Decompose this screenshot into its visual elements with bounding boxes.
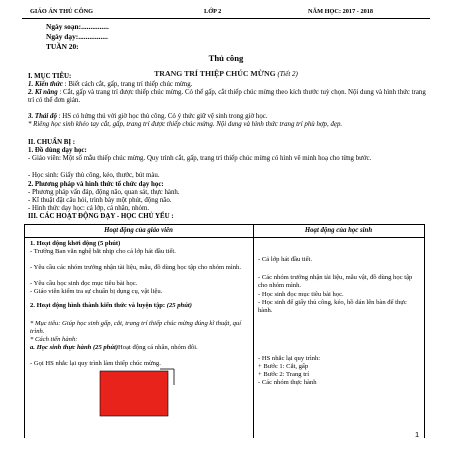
- activity-1-title: 1. Hoạt động khởi động (5 phút): [30, 240, 121, 247]
- student-response-7: + Bước 2: Trang trí: [258, 371, 310, 378]
- objective-knowledge-label: 1. Kiến thức: [28, 81, 63, 88]
- section-objectives-heading: I. MỤC TIÊU:: [28, 73, 72, 80]
- student-column-header: Hoạt động của học sinh: [304, 227, 373, 234]
- lesson-subject: Thủ công: [208, 53, 244, 63]
- student-response-8: - Các nhóm thực hành: [258, 379, 317, 386]
- objective-skills-label: 2. Kĩ năng: [28, 89, 58, 96]
- method-line-2: - Kĩ thuật đặt câu hỏi, trình bày một phút, động não.: [28, 197, 172, 204]
- activity-2-part-a-text: Hoạt động cá nhân, nhóm đôi.: [118, 344, 198, 351]
- activity-1-step-1: - Trưởng Ban văn nghệ bắt nhịp cho cả lớp hát đầu tiết.: [30, 248, 176, 255]
- activity-2-part-a-title: a. Học sinh thực hành (25 phút): [30, 344, 119, 351]
- objective-skills-text: : Cắt, gấp và trang trí được thiếp chúc mừng. Có thể gấp, cắt thiếp chúc mừng theo kích thước tuỳ chọn. Nội dung và hình thức trang trí có thể đơn giản.: [28, 89, 426, 105]
- objective-attitude-label: 3. Thái độ: [28, 113, 57, 120]
- objective-attitude-text: : HS có hứng thú với giờ học thủ công. Có ý thức giữ vệ sinh trong giờ học.: [56, 113, 268, 120]
- student-response-1: - Cả lớp hát đầu tiết.: [258, 256, 313, 263]
- activity-2-time: (25 phút): [165, 302, 192, 309]
- page-number: 1: [415, 430, 420, 439]
- lesson-part: (Tiết 2): [275, 70, 298, 78]
- activity-2-goal: * Mục tiêu: Giúp học sinh gấp, cắt, trang trí thiếp chúc mừng đúng kĩ thuật, quí trình.: [30, 320, 242, 335]
- activity-2-title-text: 2. Hoạt động hình thành kiến thức và luyện tập:: [30, 302, 166, 309]
- student-response-4: - Học sinh để giấy thủ công, kéo, hồ dán lên bàn để thực hành.: [258, 299, 407, 314]
- red-card-shape: [100, 371, 168, 416]
- week-label: TUẦN 20:: [46, 42, 79, 51]
- activity-1-step-2: - Yêu cầu các nhóm trưởng nhận tài liệu, mẫu, đồ dùng học tập cho nhóm mình.: [30, 264, 241, 271]
- student-response-6: + Bước 1: Cắt, gấp: [258, 363, 309, 370]
- date-prepared: Ngày soạn:...............: [46, 22, 109, 31]
- lesson-title-text: TRANG TRÍ THIỆP CHÚC MỪNG: [154, 69, 276, 78]
- student-response-5: - HS nhắc lại quy trình:: [258, 355, 321, 362]
- teacher-materials: - Giáo viên: Một số mẫu thiếp chúc mừng. Quy trình cắt, gấp, trang trí thiếp chúc mừng có hình vẽ minh hoạ cho từng bước.: [28, 155, 372, 162]
- student-response-2: - Các nhóm trưởng nhận tài liệu, mẫu vật, đồ dùng học tập cho nhóm mình.: [258, 274, 413, 289]
- methods-heading: 2. Phương pháp và hình thức tổ chức dạy học:: [28, 181, 164, 188]
- teaching-materials-heading: 1. Đồ dùng dạy học:: [28, 147, 87, 154]
- objective-gifted-note: * Riêng học sinh khéo tay cắt, gấp, trang trí được thiếp chúc mừng. Nội dung và hình thức trang trí phù hợp, đẹp.: [28, 121, 343, 128]
- activity-2-method: * Cách tiến hành:: [30, 336, 78, 343]
- activity-1-step-3: - Yêu cầu học sinh đọc mục tiêu bài học.: [30, 280, 138, 287]
- method-line-3: - Hình thức dạy học: cá lớp, cá nhân, nhóm.: [28, 205, 150, 212]
- activity-1-step-4: - Giáo viên kiểm tra sự chuẩn bị dụng cụ, vật liệu.: [30, 288, 163, 295]
- section-preparation-heading: II. CHUẨN BỊ :: [28, 139, 76, 146]
- header-subject: GIÁO ÁN THỦ CÔNG: [30, 8, 94, 15]
- objective-knowledge-text: : Biết cách cắt, gấp, trang trí thiếp chúc mừng.: [62, 81, 193, 88]
- activity-2-step-1: - Gọi HS nhắc lại quy trình làm thiếp chúc mừng.: [30, 360, 161, 367]
- header-school-year: NĂM HỌC: 2017 - 2018: [308, 8, 374, 15]
- date-taught: Ngày dạy:................: [46, 32, 108, 41]
- section-activities-heading: III. CÁC HOẠT ĐỘNG DẠY - HỌC CHỦ YẾU :: [28, 213, 174, 220]
- header-grade: LỚP 2: [204, 8, 222, 15]
- student-response-3: - Học sinh đọc mục tiêu bài học.: [258, 291, 344, 298]
- method-line-1: - Phương pháp vấn đáp, động não, quan sát, thực hành.: [28, 189, 180, 196]
- teacher-column-header: Hoạt động của giáo viên: [104, 227, 173, 234]
- student-materials: - Học sinh: Giấy thủ công, kéo, thước, bút màu.: [28, 172, 160, 179]
